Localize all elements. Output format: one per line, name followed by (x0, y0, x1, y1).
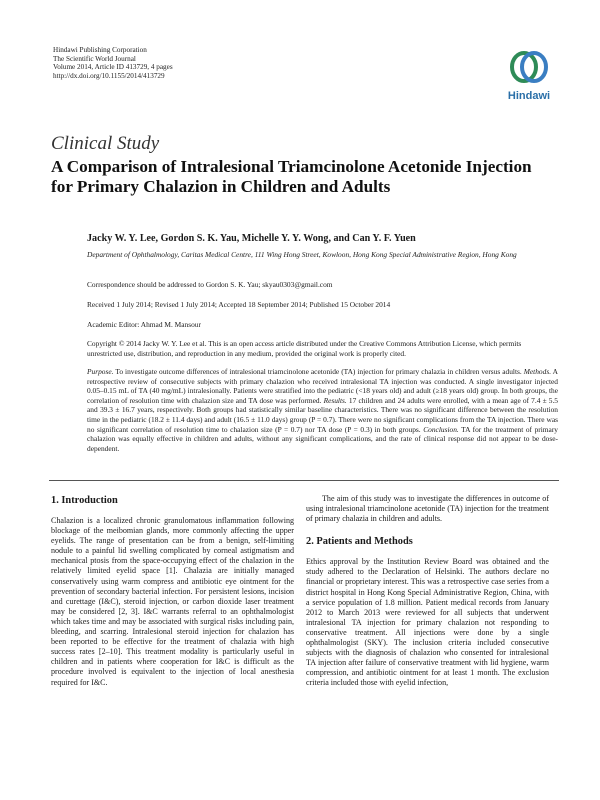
doi-link[interactable]: http://dx.doi.org/10.1155/2014/413729 (53, 71, 165, 80)
journal-name: The Scientific World Journal (53, 54, 136, 63)
conclusion-label: Conclusion. (423, 424, 459, 434)
hindawi-logo (503, 48, 555, 102)
publication-dates: Received 1 July 2014; Revised 1 July 2014; Accepted 18 September 2014; Published 15 October 2014 (87, 300, 391, 309)
author-list: Jacky W. Y. Lee, Gordon S. K. Yau, Michelle Y. Y. Wong, and Can Y. F. Yuen (87, 233, 416, 244)
section-divider (49, 480, 559, 481)
publisher-name: Hindawi Publishing Corporation (53, 46, 147, 54)
journal-header (53, 46, 173, 80)
methods-paragraph: Ethics approval by the Institution Review Board was obtained and the study adhered to the Declaration of Helsinki. The authors declare no financial or proprietary interest. This was a retrospective case series from a district hospital in Hong Kong Special Administrative Region, China, with a service population of 1.8 million. Patient medical records from January 2012 to March 2013 were reviewed for all subjects that underwent intralesional TA injection for primary chalazion not responding to conservative treatment. All injections were done by a single ophthalmologist (SKY). The inclusion criteria included consecutive subjects with the diagnosis of chalazion who consented for intralesional TA injection after failure of conservative treatment with lid hygiene, warm compression, and antibiotic ointment for at least 1 month. The exclusion criteria included those with eyelid infection, (306, 557, 549, 688)
results-text: 17 children and 24 adults were enrolled, with a mean age of 7.4 ± 5.5 and 39.3 ± 16.7 years, respectively. Both groups had statistically similar baseline characteristics. There was no significant difference between the resolution time in the pediatric (18.2 ± 11.4 days) and adult (16.5 ± 11.0 days) group (P = 0.7). There were no significant complications from the TA injection. There was no significant correlation of resolution time to chalazion size (P = 0.7) nor TA dose (P = 0.3) in both groups. (87, 395, 559, 434)
copyright-notice: Copyright © 2014 Jacky W. Y. Lee et al. This is an open access article distributed under the Creative Commons Attribution License, which permits unrestricted use, distribution, and reproduction in any medium, provided the original work is properly cited. (87, 339, 522, 358)
hindawi-rings-icon (509, 48, 549, 86)
methods-text: A retrospective review of consecutive subjects with primary chalazion who received intralesional TA injection was conducted. A single investigator injected 0.05–0.15 mL of TA (40 mg/mL) intralesionally. Patients were stratified into the pediatric (<18 years old) and adult (≥18 years old) group. In both groups, the correlation of resolution time with chalazion size and TA dose was performed. (87, 367, 558, 405)
methods-label: Methods. (523, 367, 552, 376)
aim-paragraph: The aim of this study was to investigate the differences in outcome of using intralesional triamcinolone acetonide (TA) injection for the treatment of primary chalazia in children and adults. (306, 494, 549, 524)
abstract (87, 367, 558, 453)
conclusion-text: TA for the treatment of primary chalazion was equally effective in children and adults, without any significant complications, and the rate of clinical response did not appear to be dose-dependent. (87, 424, 558, 453)
article-category: Clinical Study (51, 133, 160, 154)
right-column (306, 494, 549, 689)
correspondence: Correspondence should be addressed to Gordon S. K. Yau; skyau0303@gmail.com (87, 280, 333, 289)
left-column (51, 494, 294, 688)
article-title: A Comparison of Intralesional Triamcinolone Acetonide Injection for Primary Chalazion in Children and Adults (51, 157, 532, 196)
intro-paragraph: Chalazion is a localized chronic granulomatous inflammation following blockage of the meibomian glands, more commonly affecting the upper eyelids. The range of presentation can be from a benign, self-limiting nodule to a painful lid swelling complicated by corneal astigmatism and mechanical ptosis from the space-occupying effect of the chalazion in the relatively limited eyelid space [1]. Chalazia are initially managed conservatively using warm compress and antibiotic eye ointment for the prevention of secondary bacterial infection. For persistent lesions, incision and curettage (I&C), steroid injection, or carbon dioxide laser treatment may be considered [2, 3]. I&C warrants referral to an ophthalmologist which takes time and may be associated with surgical risks including pain, bleeding, and scarring. Intralesional steroid injection for chalazion has been reported to be effective for the treatment of chalazia with high success rates [2–10]. This treatment modality is particularly useful in children and in patients where cooperation for I&C is difficult as the procedure involved is equivalent to the injection of local anesthesia required for I&C. (51, 516, 294, 687)
results-label: Results. (323, 395, 347, 405)
intro-heading: 1. Introduction (51, 495, 118, 506)
affiliation: Department of Ophthalmology, Caritas Medical Centre, 111 Wing Hong Street, Kowloon, Hong Kong Special Administrative Region, Hong Kong (87, 250, 517, 259)
methods-heading: 2. Patients and Methods (306, 536, 413, 548)
academic-editor: Academic Editor: Ahmad M. Mansour (87, 320, 201, 329)
purpose-label: Purpose. (87, 367, 114, 376)
volume-info: Volume 2014, Article ID 413729, 4 pages (53, 63, 173, 72)
logo-text: Hindawi (507, 90, 551, 102)
purpose-text: To investigate outcome differences of intralesional triamcinolone acetonide (TA) injection for primary chalazia in children versus adults. (113, 367, 524, 376)
